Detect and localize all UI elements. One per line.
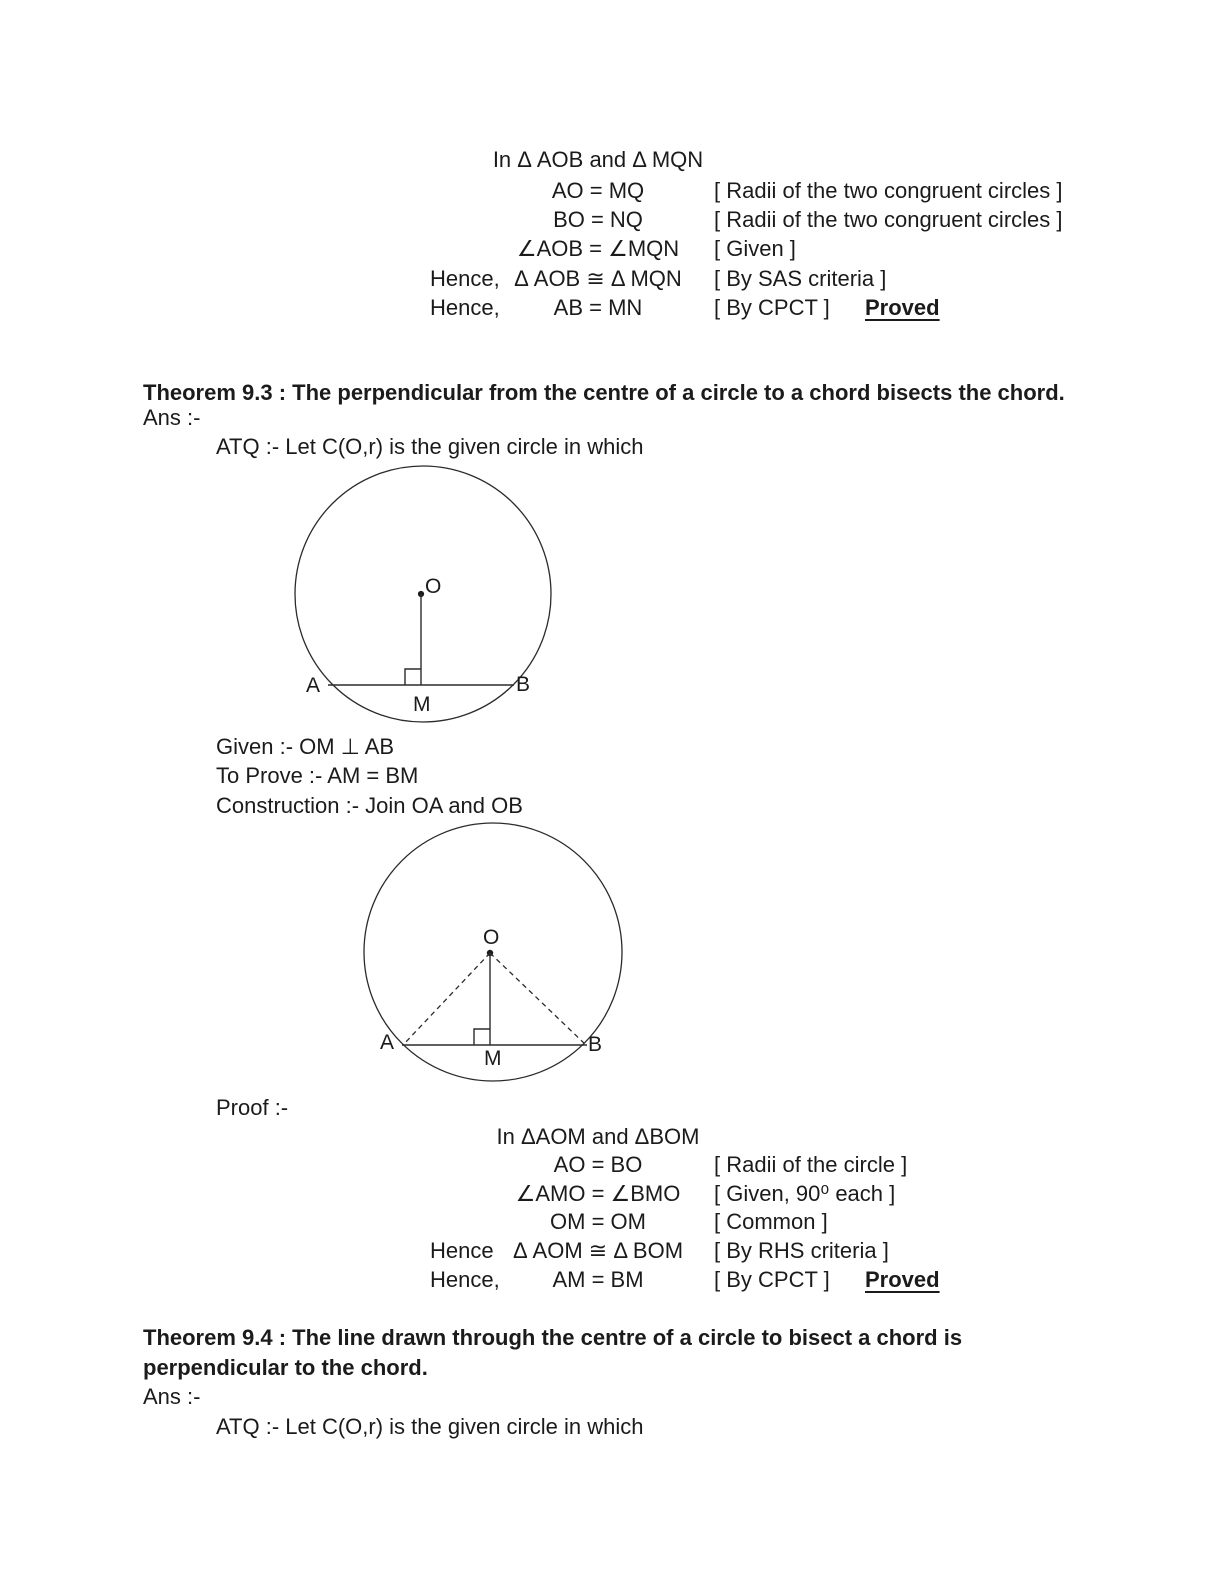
hence-label: Hence [430, 1238, 494, 1263]
to-prove-statement: To Prove :- AM = BM [216, 763, 419, 788]
dashed-radius-OA [403, 953, 490, 1045]
justification: [ Radii of the two congruent circles ] [714, 178, 1063, 203]
equation: ∠AOB = ∠MQN [516, 236, 680, 261]
justification: [ By CPCT ] [714, 1267, 830, 1292]
proof1-row-4 [0, 264, 1224, 293]
label-B: B [588, 1033, 603, 1056]
proof1-row-1 [0, 176, 1224, 205]
hence-label: Hence, [430, 266, 500, 291]
label-O: O [483, 926, 500, 949]
atq-statement: ATQ :- Let C(O,r) is the given circle in which [216, 434, 644, 459]
proof2-row-2 [0, 1179, 1224, 1208]
ans-label: Ans :- [143, 1384, 201, 1409]
proof2-row-1 [0, 1150, 1224, 1179]
justification: [ Given, 90⁰ each ] [714, 1181, 896, 1206]
justification: [ Common ] [714, 1209, 828, 1234]
proof-statement: In ΔAOM and ΔBOM [496, 1124, 700, 1149]
proof2-row-3 [0, 1207, 1224, 1236]
label-A: A [306, 674, 321, 697]
proof1-row-2 [0, 205, 1224, 234]
proof1-row-5 [0, 293, 1224, 322]
justification: [ By SAS criteria ] [714, 266, 887, 291]
proof2-row-4 [0, 1236, 1224, 1265]
proof-statement: In Δ AOB and Δ MQN [492, 147, 704, 172]
justification: [ Radii of the circle ] [714, 1152, 908, 1177]
equation: AM = BM [552, 1267, 644, 1292]
theorem-9-3-heading: Theorem 9.3 : The perpendicular from the centre of a circle to a chord bisects the chord. [143, 380, 1065, 405]
equation: BO = NQ [553, 207, 643, 232]
equation: AO = BO [553, 1152, 643, 1177]
label-B: B [516, 673, 531, 696]
dashed-radius-OB [490, 953, 586, 1045]
right-angle-mark [405, 669, 421, 685]
atq-statement: ATQ :- Let C(O,r) is the given circle in which [216, 1414, 644, 1439]
proof1-row-intro [0, 145, 1224, 174]
theorem-9-4-heading-line2: perpendicular to the chord. [143, 1355, 428, 1380]
equation: OM = OM [550, 1209, 646, 1234]
proof1-row-3 [0, 234, 1224, 263]
equation: ∠AMO = ∠BMO [515, 1181, 681, 1206]
proof2-row-5 [0, 1265, 1224, 1294]
justification: [ By RHS criteria ] [714, 1238, 889, 1263]
given-statement: Given :- OM ⊥ AB [216, 734, 395, 759]
proof2-row-intro [0, 1122, 1224, 1151]
equation: AO = MQ [551, 178, 645, 203]
right-angle-mark [474, 1029, 490, 1045]
label-A: A [380, 1031, 395, 1054]
proved-label: Proved [865, 1267, 940, 1292]
construction-statement: Construction :- Join OA and OB [216, 793, 523, 818]
label-O: O [425, 575, 442, 598]
proof-label: Proof :- [216, 1095, 289, 1120]
equation: Δ AOB ≅ Δ MQN [514, 266, 682, 291]
equation: AB = MN [553, 295, 643, 320]
hence-label: Hence, [430, 1267, 500, 1292]
proved-label: Proved [865, 295, 940, 320]
circle-diagram-2 [330, 810, 660, 1095]
label-M: M [484, 1047, 502, 1070]
hence-label: Hence, [430, 295, 500, 320]
ans-label: Ans :- [143, 405, 201, 430]
theorem-9-4-heading-line1: Theorem 9.4 : The line drawn through the centre of a circle to bisect a chord is [143, 1325, 963, 1350]
justification: [ Radii of the two congruent circles ] [714, 207, 1063, 232]
justification: [ Given ] [714, 236, 796, 261]
justification: [ By CPCT ] [714, 295, 830, 320]
label-M: M [413, 693, 431, 716]
equation: Δ AOM ≅ Δ BOM [512, 1238, 684, 1263]
circle-diagram-1 [280, 455, 572, 740]
